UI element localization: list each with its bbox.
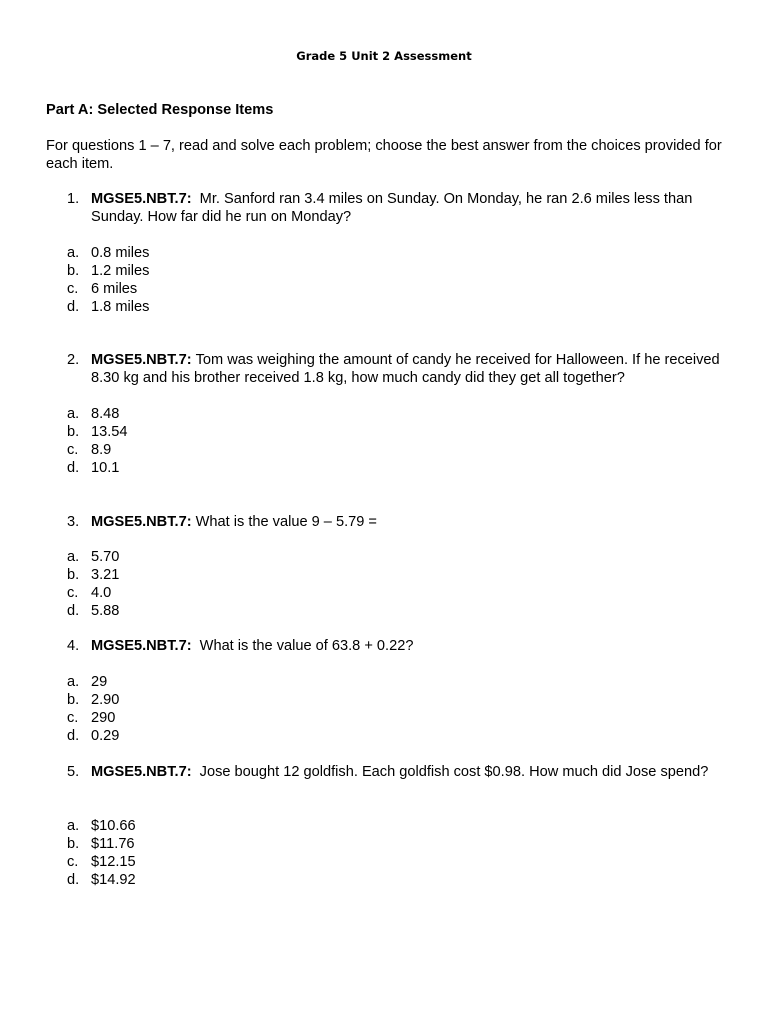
choice-letter: a. xyxy=(67,406,80,422)
question-text: Tom was weighing the amount of candy he received for Halloween. If he received 8.30 kg and his brother received 1.8 kg, how much candy did they get all together? xyxy=(91,352,720,386)
choice-letter: d. xyxy=(67,460,80,476)
answer-choice[interactable] xyxy=(67,835,136,853)
choice-letter: b. xyxy=(67,836,80,852)
choice-text: 1.8 miles xyxy=(91,299,150,315)
answer-choices-3 xyxy=(67,548,119,620)
choice-text: 10.1 xyxy=(91,460,120,476)
answer-choice[interactable] xyxy=(67,244,149,262)
standard-code: MGSE5.NBT.7: xyxy=(91,514,192,530)
part-heading: Part A: Selected Response Items xyxy=(46,102,274,118)
choice-text: 290 xyxy=(91,710,116,726)
choice-letter: c. xyxy=(67,281,79,297)
answer-choice[interactable] xyxy=(67,405,128,423)
question-number: 3. xyxy=(67,514,80,530)
question-text: What is the value 9 – 5.79 = xyxy=(195,514,377,530)
answer-choice[interactable] xyxy=(67,262,149,280)
choice-letter: b. xyxy=(67,424,80,440)
choice-text: 1.2 miles xyxy=(91,263,150,279)
answer-choice[interactable] xyxy=(67,709,119,727)
choice-letter: a. xyxy=(67,674,80,690)
answer-choice[interactable] xyxy=(67,459,128,477)
choice-text: 5.88 xyxy=(91,603,120,619)
question-number: 5. xyxy=(67,764,80,780)
choice-letter: b. xyxy=(67,692,80,708)
choice-letter: a. xyxy=(67,818,80,834)
choice-letter: d. xyxy=(67,872,80,888)
standard-code: MGSE5.NBT.7: xyxy=(91,638,192,654)
standard-code: MGSE5.NBT.7: xyxy=(91,764,192,780)
question-1 xyxy=(67,190,732,226)
choice-text: 6 miles xyxy=(91,281,138,297)
question-3 xyxy=(67,513,732,531)
choice-text: 3.21 xyxy=(91,567,120,583)
question-number: 4. xyxy=(67,638,80,654)
choice-text: 0.8 miles xyxy=(91,245,150,261)
choice-text: $14.92 xyxy=(91,872,136,888)
question-text: What is the value of 63.8 + 0.22? xyxy=(199,638,414,654)
choice-letter: a. xyxy=(67,549,80,565)
choice-text: 29 xyxy=(91,674,108,690)
choice-letter: d. xyxy=(67,299,80,315)
question-text: Mr. Sanford ran 3.4 miles on Sunday. On Monday, he ran 2.6 miles less than Sunday. How far did he run on Monday? xyxy=(91,191,693,225)
choice-letter: c. xyxy=(67,585,79,601)
choice-text: 8.9 xyxy=(91,442,112,458)
answer-choice[interactable] xyxy=(67,280,149,298)
answer-choice[interactable] xyxy=(67,602,119,620)
instructions-text: For questions 1 – 7, read and solve each problem; choose the best answer from the choices provided for each item. xyxy=(46,138,722,172)
choice-text: 2.90 xyxy=(91,692,120,708)
answer-choice[interactable] xyxy=(67,548,119,566)
choice-text: $11.76 xyxy=(91,836,135,852)
choice-letter: c. xyxy=(67,710,79,726)
answer-choice[interactable] xyxy=(67,298,149,316)
choice-letter: d. xyxy=(67,728,80,744)
choice-text: 0.29 xyxy=(91,728,120,744)
question-4 xyxy=(67,637,732,655)
answer-choices-2 xyxy=(67,405,128,477)
choice-letter: b. xyxy=(67,567,80,583)
answer-choice[interactable] xyxy=(67,727,119,745)
answer-choice[interactable] xyxy=(67,817,136,835)
answer-choice[interactable] xyxy=(67,423,128,441)
answer-choice[interactable] xyxy=(67,566,119,584)
choice-text: 8.48 xyxy=(91,406,120,422)
choice-letter: c. xyxy=(67,854,79,870)
standard-code: MGSE5.NBT.7: xyxy=(91,191,192,207)
choice-letter: c. xyxy=(67,442,79,458)
choice-text: 13.54 xyxy=(91,424,128,440)
question-2 xyxy=(67,351,732,387)
question-5 xyxy=(67,763,732,781)
answer-choices-5 xyxy=(67,817,136,889)
answer-choice[interactable] xyxy=(67,584,119,602)
standard-code: MGSE5.NBT.7: xyxy=(91,352,192,368)
choice-letter: d. xyxy=(67,603,80,619)
choice-text: 5.70 xyxy=(91,549,120,565)
answer-choice[interactable] xyxy=(67,871,136,889)
choice-text: $10.66 xyxy=(91,818,136,834)
answer-choice[interactable] xyxy=(67,691,119,709)
answer-choices-1 xyxy=(67,244,149,316)
answer-choice[interactable] xyxy=(67,441,128,459)
choice-letter: a. xyxy=(67,245,80,261)
choice-text: $12.15 xyxy=(91,854,136,870)
question-number: 1. xyxy=(67,191,80,207)
answer-choice[interactable] xyxy=(67,673,119,691)
question-text: Jose bought 12 goldfish. Each goldfish cost $0.98. How much did Jose spend? xyxy=(199,764,709,780)
choice-text: 4.0 xyxy=(91,585,112,601)
answer-choices-4 xyxy=(67,673,119,745)
document-title: Grade 5 Unit 2 Assessment xyxy=(296,49,472,63)
choice-letter: b. xyxy=(67,263,80,279)
question-number: 2. xyxy=(67,352,80,368)
answer-choice[interactable] xyxy=(67,853,136,871)
